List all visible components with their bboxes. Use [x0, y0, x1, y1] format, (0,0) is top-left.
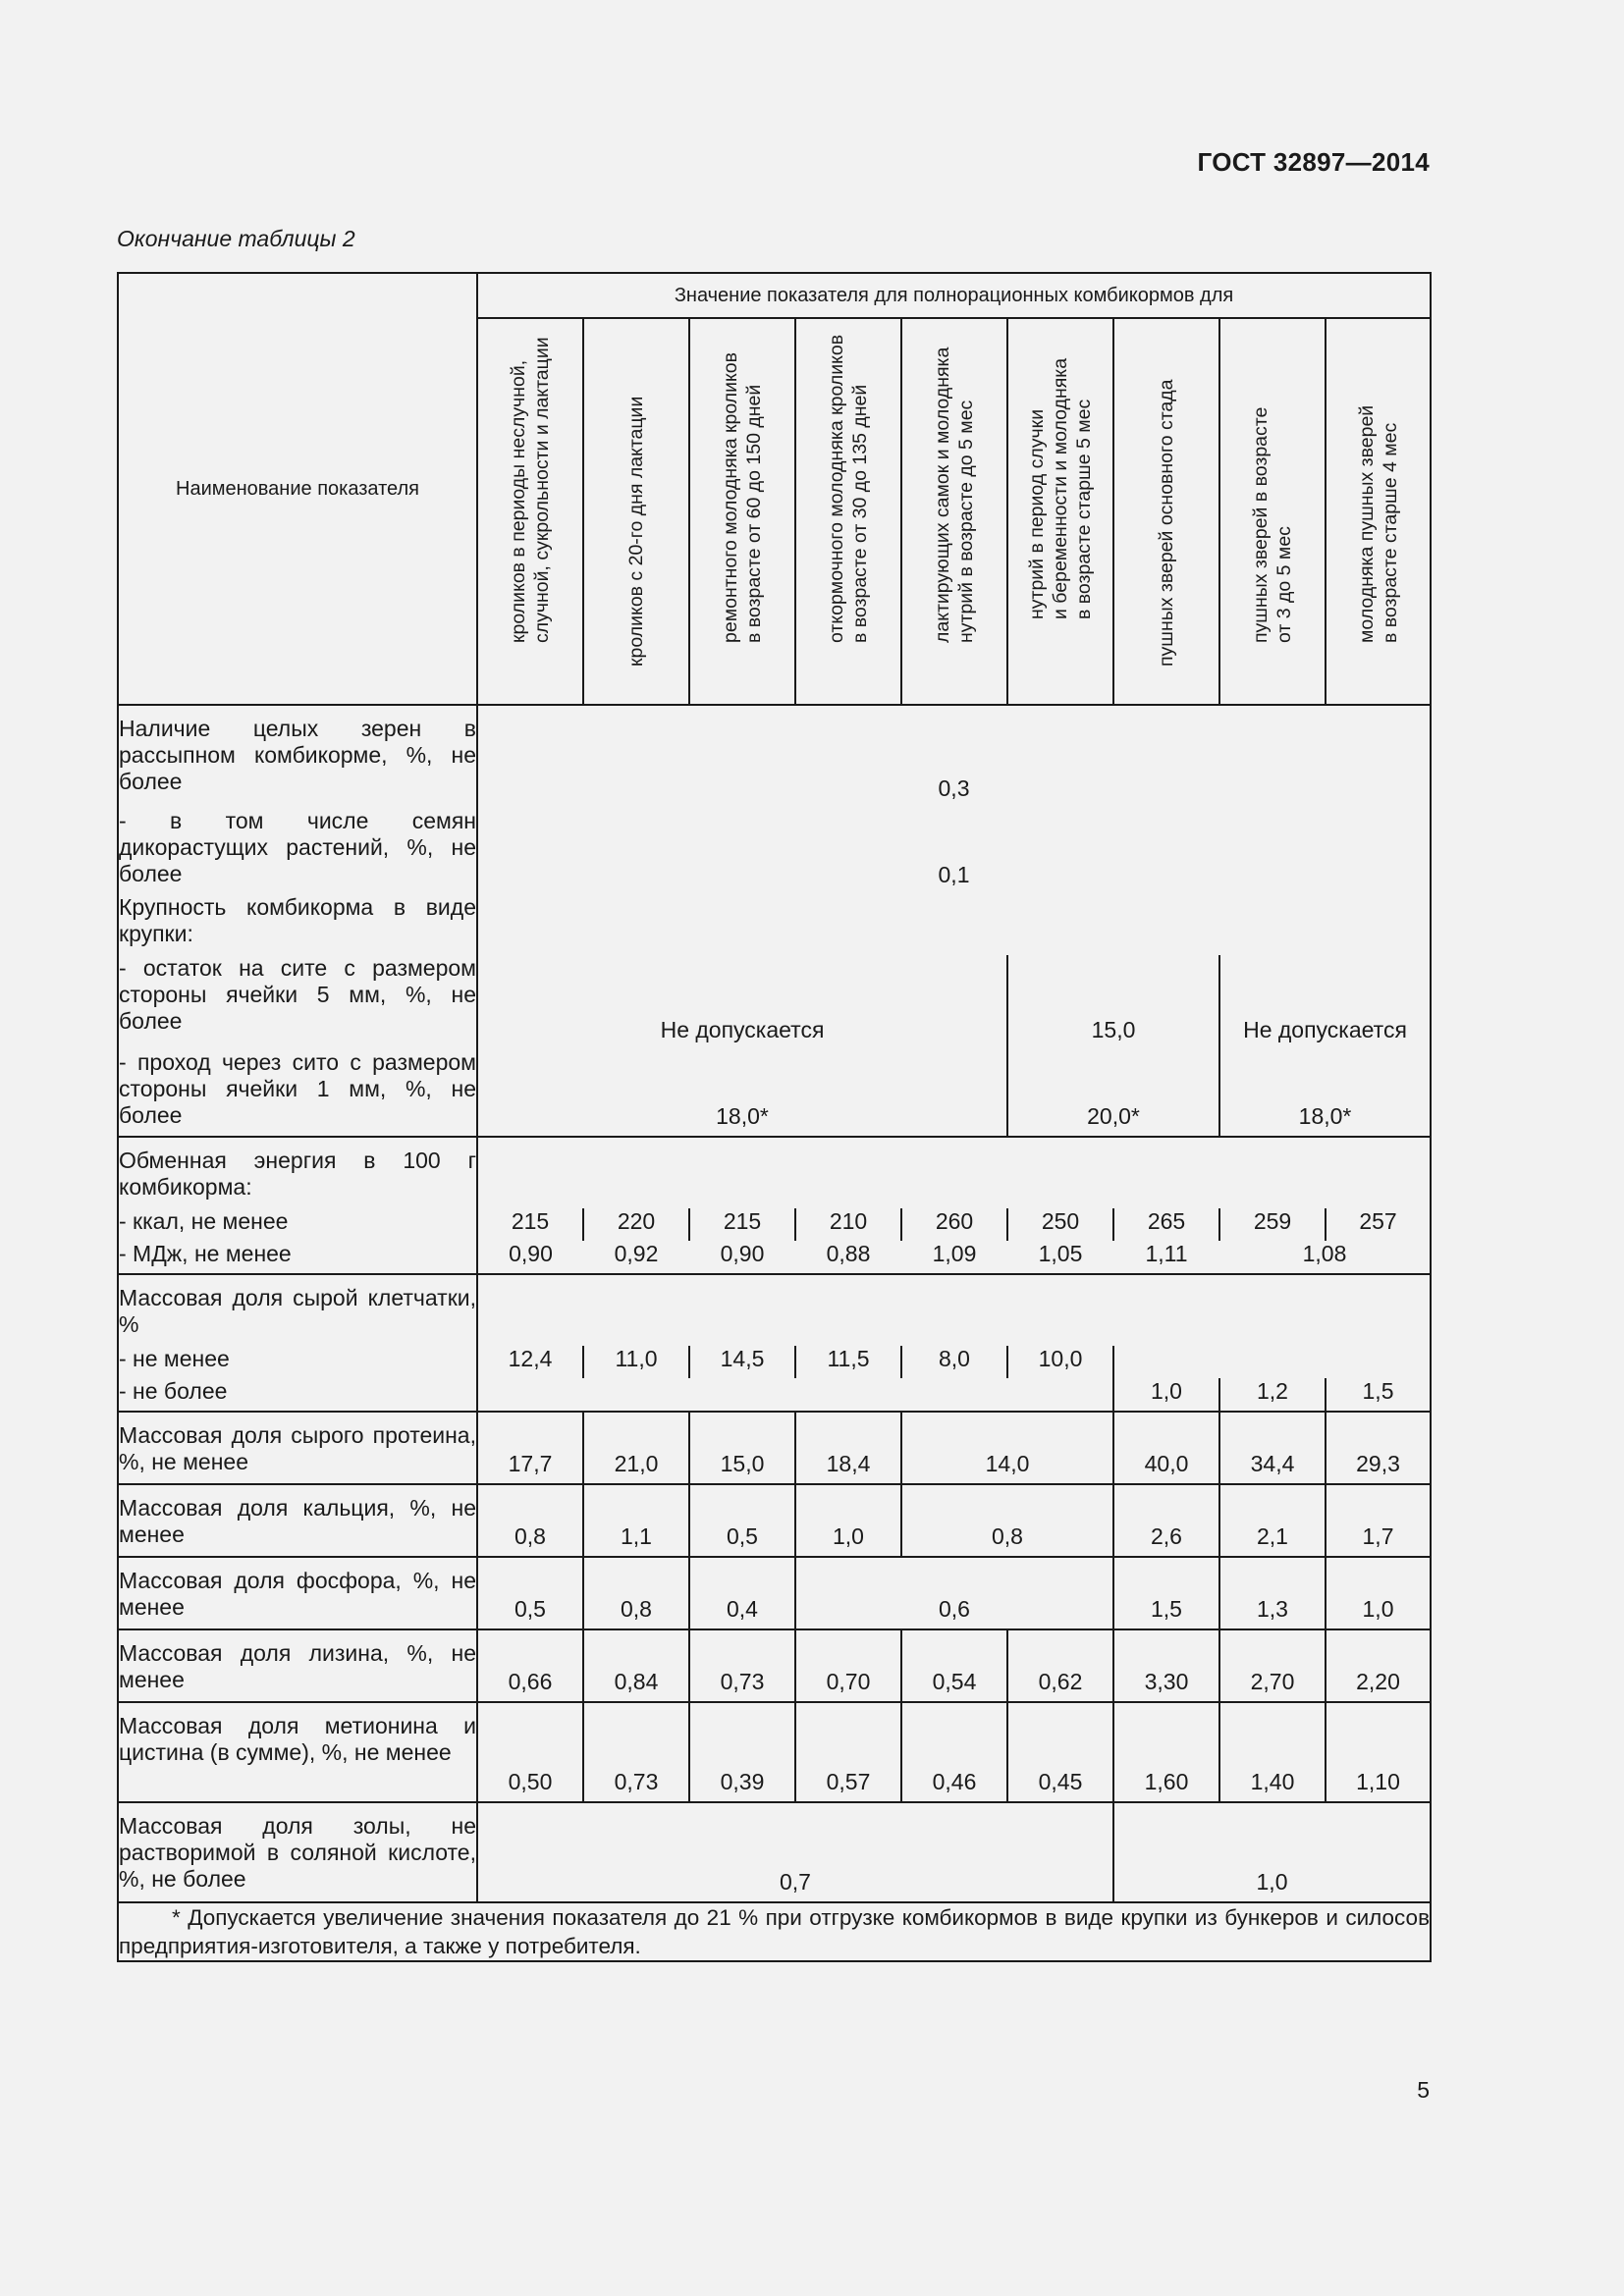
cell-value: 260	[901, 1208, 1007, 1241]
cell-value: 1,09	[901, 1241, 1007, 1274]
cell-value: 18,0*	[1219, 1049, 1431, 1137]
row-label: - остаток на сите с размером стороны ячейки 5 мм, %, не более	[118, 955, 477, 1049]
cell-value: 15,0	[689, 1412, 795, 1484]
cell-value: 259	[1219, 1208, 1326, 1241]
cell-value: 0,7	[477, 1802, 1113, 1902]
cell-value: 0,50	[477, 1702, 583, 1802]
column-header: нутрий в период случки и беременности и молодняка в возрасте старше 5 мес	[1007, 318, 1113, 705]
table-row	[118, 1702, 1431, 1802]
cell-value: 0,73	[689, 1629, 795, 1702]
cell-value: 1,0	[1326, 1557, 1431, 1629]
cell-value: 11,5	[795, 1346, 901, 1378]
cell-value: 215	[477, 1208, 583, 1241]
table-row	[118, 808, 1431, 894]
table-row	[118, 1557, 1431, 1629]
cell-value: Не допускается	[477, 955, 1007, 1049]
cell-value: 0,66	[477, 1629, 583, 1702]
cell-value: 0,73	[583, 1702, 689, 1802]
cell-value: 21,0	[583, 1412, 689, 1484]
column-header: кроликов с 20-го дня лактации	[583, 318, 689, 705]
table-row	[118, 1412, 1431, 1484]
column-header: пушных зверей в возрасте от 3 до 5 мес	[1219, 318, 1326, 705]
cell-value: 1,3	[1219, 1557, 1326, 1629]
cell-value: 1,05	[1007, 1241, 1113, 1274]
row-label: Наличие целых зерен в рассыпном комбикорме, %, не более	[118, 705, 477, 808]
row-label: Массовая доля лизина, %, не менее	[118, 1629, 477, 1702]
cell-value: 1,5	[1326, 1378, 1431, 1412]
cell-value: 0,62	[1007, 1629, 1113, 1702]
column-header: пушных зверей основного стада	[1113, 318, 1219, 705]
row-label: Массовая доля сырой клетчатки, %	[118, 1274, 477, 1346]
cell-value: 0,45	[1007, 1702, 1113, 1802]
row-label: Обменная энергия в 100 г комбикорма:	[118, 1137, 477, 1208]
cell-value: 20,0*	[1007, 1049, 1219, 1137]
row-label: Массовая доля сырого протеина, %, не менее	[118, 1412, 477, 1484]
cell-value: 0,84	[583, 1629, 689, 1702]
page-number: 5	[1417, 2077, 1430, 2103]
cell-value: 3,30	[1113, 1629, 1219, 1702]
row-label: - не более	[118, 1378, 477, 1412]
cell-value: 220	[583, 1208, 689, 1241]
cell-value: 2,6	[1113, 1484, 1219, 1557]
row-label: Массовая доля фосфора, %, не менее	[118, 1557, 477, 1629]
cell-value: 1,0	[1113, 1378, 1219, 1412]
cell-value: 1,60	[1113, 1702, 1219, 1802]
table-row	[118, 1208, 1431, 1241]
cell-value: 18,4	[795, 1412, 901, 1484]
cell-value: 0,70	[795, 1629, 901, 1702]
table-row	[118, 1241, 1431, 1274]
column-header: молодняка пушных зверей в возрасте старше 4 мес	[1326, 318, 1431, 705]
column-header: лактирующих самок и молодняка нутрий в возрасте до 5 мес	[901, 318, 1007, 705]
table-footnote-row	[118, 1902, 1431, 1961]
cell-value: 0,92	[583, 1241, 689, 1274]
cell-value: 0,4	[689, 1557, 795, 1629]
cell-value: 0,3	[477, 705, 1431, 808]
row-label: Массовая доля кальция, %, не менее	[118, 1484, 477, 1557]
cell-value: 2,20	[1326, 1629, 1431, 1702]
cell-value: 1,5	[1113, 1557, 1219, 1629]
table-row	[118, 1802, 1431, 1902]
requirements-table	[117, 272, 1432, 1962]
cell-value: 0,1	[477, 808, 1431, 894]
cell-value: 0,39	[689, 1702, 795, 1802]
cell-value: 12,4	[477, 1346, 583, 1378]
cell-value: 14,0	[901, 1412, 1113, 1484]
cell-value: 15,0	[1007, 955, 1219, 1049]
table-row	[118, 1049, 1431, 1137]
cell-value: 40,0	[1113, 1412, 1219, 1484]
cell-value: 0,6	[795, 1557, 1113, 1629]
cell-value: 0,5	[477, 1557, 583, 1629]
table-row	[118, 705, 1431, 808]
row-label: - в том числе семян дикорастущих растений, %, не более	[118, 808, 477, 894]
cell-value: 1,2	[1219, 1378, 1326, 1412]
column-header: откормочного молодняка кроликов в возрасте от 30 до 135 дней	[795, 318, 901, 705]
cell-value: 0,8	[477, 1484, 583, 1557]
name-header: Наименование показателя	[118, 273, 477, 705]
row-label: Крупность комбикорма в виде крупки:	[118, 894, 477, 955]
cell-value: 1,7	[1326, 1484, 1431, 1557]
cell-value: 2,70	[1219, 1629, 1326, 1702]
row-label: Массовая доля метионина и цистина (в сумме), %, не менее	[118, 1702, 477, 1802]
cell-value: 0,57	[795, 1702, 901, 1802]
cell-value: 10,0	[1007, 1346, 1113, 1378]
cell-value: 2,1	[1219, 1484, 1326, 1557]
cell-value: 1,40	[1219, 1702, 1326, 1802]
cell-value: 210	[795, 1208, 901, 1241]
cell-value: 1,08	[1219, 1241, 1431, 1274]
table-footnote: * Допускается увеличение значения показателя до 21 % при отгрузке комбикормов в виде крупки из бункеров и силосов предприятия-изготовителя, а также у потребителя.	[118, 1902, 1431, 1961]
table-row	[118, 1378, 1431, 1412]
row-label: - проход через сито с размером стороны ячейки 1 мм, %, не более	[118, 1049, 477, 1137]
cell-value: 14,5	[689, 1346, 795, 1378]
table-row	[118, 1274, 1431, 1346]
cell-value: 1,1	[583, 1484, 689, 1557]
cell-value: 250	[1007, 1208, 1113, 1241]
cell-value: 0,8	[901, 1484, 1113, 1557]
cell-value: 17,7	[477, 1412, 583, 1484]
cell-value: 257	[1326, 1208, 1431, 1241]
cell-value: 29,3	[1326, 1412, 1431, 1484]
cell-value: 8,0	[901, 1346, 1007, 1378]
cell-value: 0,90	[689, 1241, 795, 1274]
table-row	[118, 1484, 1431, 1557]
table-row	[118, 1629, 1431, 1702]
row-label: - МДж, не менее	[118, 1241, 477, 1274]
table-row	[118, 1137, 1431, 1208]
row-label: - ккал, не менее	[118, 1208, 477, 1241]
table-row	[118, 894, 1431, 955]
column-header: кроликов в периоды неслучной, случной, сукрольности и лактации	[477, 318, 583, 705]
cell-value: 215	[689, 1208, 795, 1241]
cell-value: 1,11	[1113, 1241, 1219, 1274]
row-label: Массовая доля золы, не растворимой в соляной кислоте, %, не более	[118, 1802, 477, 1902]
group-header: Значение показателя для полнорационных комбикормов для	[477, 273, 1431, 318]
row-label: - не менее	[118, 1346, 477, 1378]
cell-value: 34,4	[1219, 1412, 1326, 1484]
cell-value: 11,0	[583, 1346, 689, 1378]
cell-value: Не допускается	[1219, 955, 1431, 1049]
cell-value: 1,10	[1326, 1702, 1431, 1802]
cell-value: 1,0	[1113, 1802, 1431, 1902]
cell-value: 0,8	[583, 1557, 689, 1629]
table-row	[118, 1346, 1431, 1378]
cell-value: 265	[1113, 1208, 1219, 1241]
cell-value: 0,88	[795, 1241, 901, 1274]
table-row	[118, 955, 1431, 1049]
cell-value: 0,54	[901, 1629, 1007, 1702]
standard-number: ГОСТ 32897—2014	[1197, 147, 1430, 177]
cell-value: 0,46	[901, 1702, 1007, 1802]
cell-value: 1,0	[795, 1484, 901, 1557]
cell-value: 18,0*	[477, 1049, 1007, 1137]
table-caption: Окончание таблицы 2	[117, 226, 355, 251]
column-header: ремонтного молодняка кроликов в возрасте от 60 до 150 дней	[689, 318, 795, 705]
cell-value: 0,5	[689, 1484, 795, 1557]
cell-value: 0,90	[477, 1241, 583, 1274]
